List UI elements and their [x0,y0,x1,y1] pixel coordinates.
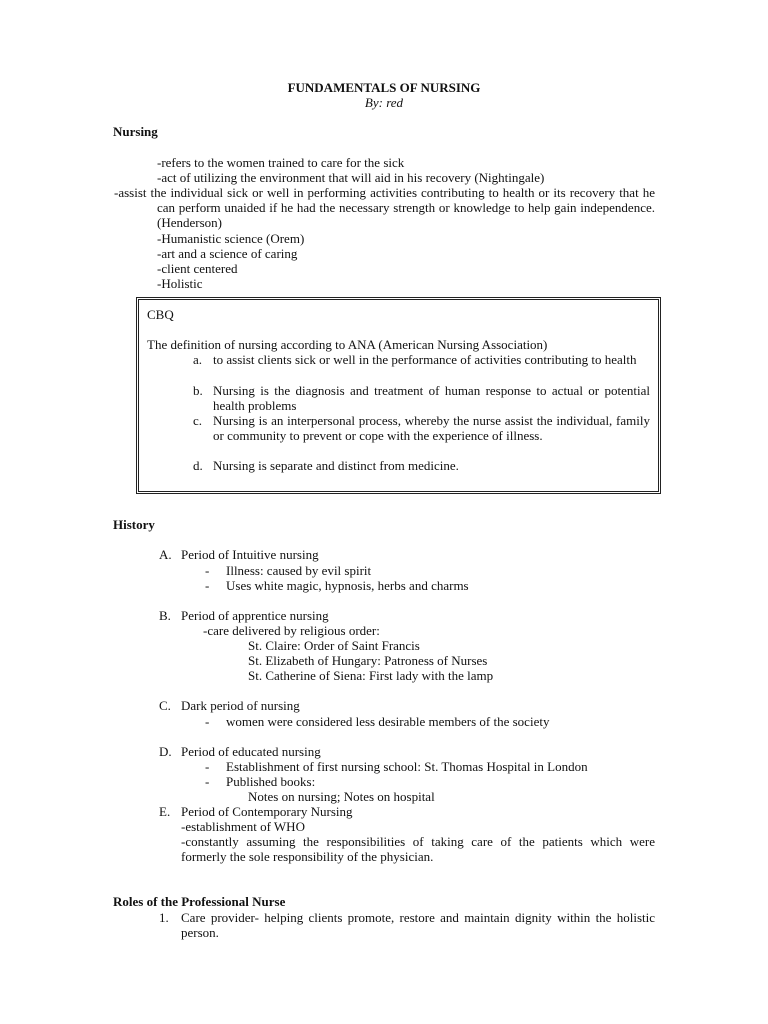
nursing-definition-line: -art and a science of caring [157,246,298,261]
bullet-dash: - [205,759,210,774]
history-period-item: St. Elizabeth of Hungary: Patroness of Nurses [248,653,488,668]
history-period-subtitle: -care delivered by religious order: [203,623,380,638]
history-period-item: St. Catherine of Siena: First lady with the lamp [248,668,494,683]
history-period-letter: C. [159,698,171,713]
history-period-title: Dark period of nursing [181,698,300,713]
cbq-option-text: Nursing is an interpersonal process, whereby the nurse assist the individual, family or community to prevent or cope with the experience of illness. [213,413,650,443]
history-period-item: Illness: caused by evil spirit [226,563,372,578]
cbq-option-letter: c. [193,413,203,428]
nursing-henderson-text: -assist the individual sick or well in performing activities contributing to health or its recovery that he can perform unaided if he had the necessary strength or knowledge to help gain independence. (Henderson) [114,185,655,230]
history-period-item: Published books: [226,774,316,789]
roles-item-text: Care provider- helping clients promote, restore and maintain dignity within the holistic person. [181,910,655,940]
nursing-definition-paragraph [114,185,655,230]
history-book-titles: Notes on nursing; Notes on hospital [248,789,435,804]
history-period-letter: D. [159,744,172,759]
nursing-definition-line: -Holistic [157,276,203,291]
roles-item-number: 1. [159,910,169,925]
cbq-option-text: Nursing is the diagnosis and treatment of human response to actual or potential health problems [213,383,650,413]
document-title: FUNDAMENTALS OF NURSING [287,80,481,95]
history-period-title: Period of apprentice nursing [181,608,329,623]
history-period-letter: B. [159,608,171,623]
history-period-title: Period of Contemporary Nursing [181,804,353,819]
nursing-definition-line: -refers to the women trained to care for the sick [157,155,405,170]
history-period-item: Establishment of first nursing school: St. Thomas Hospital in London [226,759,588,774]
cbq-option-text: Nursing is separate and distinct from medicine. [213,458,459,473]
history-period-item: St. Claire: Order of Saint Francis [248,638,420,653]
document-byline: By: red [364,95,404,110]
section-heading-nursing: Nursing [113,124,158,139]
cbq-option-letter: a. [193,352,203,367]
history-period-item: Uses white magic, hypnosis, herbs and charms [226,578,469,593]
cbq-question: The definition of nursing according to ANA (American Nursing Association) [147,337,548,352]
history-period-title: Period of Intuitive nursing [181,547,319,562]
section-heading-roles: Roles of the Professional Nurse [113,894,286,909]
cbq-option-text: to assist clients sick or well in the performance of activities contributing to health [213,352,637,367]
bullet-dash: - [205,774,210,789]
history-period-letter: A. [159,547,172,562]
section-heading-history: History [113,517,155,532]
history-period-letter: E. [159,804,171,819]
history-period-item: -constantly assuming the responsibilities of taking care of the patients which were formerly the sole responsibility of the physician. [181,834,655,864]
bullet-dash: - [205,714,210,729]
bullet-dash: - [205,578,210,593]
bullet-dash: - [205,563,210,578]
nursing-definition-line: -act of utilizing the environment that will aid in his recovery (Nightingale) [157,170,545,185]
cbq-option-letter: b. [193,383,203,398]
cbq-option-letter: d. [193,458,203,473]
history-period-title: Period of educated nursing [181,744,321,759]
nursing-definition-line: -client centered [157,261,238,276]
history-period-item: women were considered less desirable members of the society [226,714,550,729]
nursing-definition-line: -Humanistic science (Orem) [157,231,305,246]
cbq-label: CBQ [147,307,174,322]
history-period-item: -establishment of WHO [181,819,305,834]
